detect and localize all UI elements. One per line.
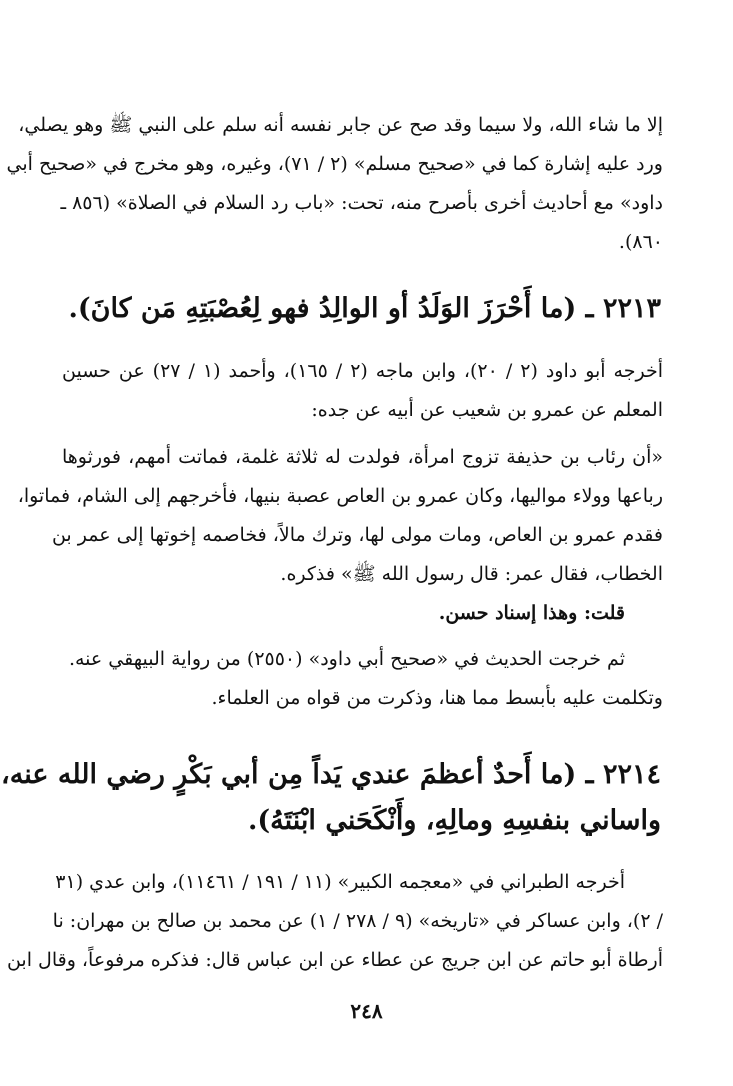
- hadith-2213-line-9: وتكلمت عليه بأبسط مما هنا، وذكرت من قواه من العلماء.: [211, 687, 663, 709]
- hadith-2213-line-3: «أن رئاب بن حذيفة تزوج امرأة، فولدت له ثلاثة غلمة، فماتت أمهم، فورثوها: [62, 446, 663, 468]
- hadith-2214-line-1: أخرجه الطبراني في «معجمه الكبير» (١١ / ١٩١ / ١١٤٦١)، وابن عدي (٣١: [55, 871, 625, 893]
- paragraph-1-line-1: إلا ما شاء الله، ولا سيما وقد صح عن جابر نفسه أنه سلم على النبي ﷺ وهو يصلي،: [18, 114, 663, 136]
- hadith-2213-line-4: رباعها وولاء مواليها، وكان عمرو بن العاص عصبة بنيها، فأخرجهم إلى الشام، فماتوا،: [17, 485, 663, 507]
- hadith-2213-verdict: قلت: وهذا إسناد حسن.: [438, 602, 625, 624]
- hadith-2213-line-2: المعلم عن عمرو بن شعيب عن أبيه عن جده:: [311, 399, 663, 421]
- hadith-2213-line-1: أخرجه أبو داود (٢ / ٢٠)، وابن ماجه (٢ / ١٦٥)، وأحمد (١ / ٢٧) عن حسين: [62, 360, 663, 382]
- paragraph-1-line-4: ٨٦٠).: [618, 231, 663, 253]
- page-number: ٢٤٨: [350, 999, 383, 1023]
- hadith-2213-line-8: ثم خرجت الحديث في «صحيح أبي داود» (٢٥٥٠) من رواية البيهقي عنه.: [68, 648, 625, 670]
- hadith-2213-heading: ٢٢١٣ ـ (ما أَحْرَزَ الوَلَدُ أو الوالِدُ فهو لِعُصْبَتِهِ مَن كانَ).: [68, 293, 661, 324]
- paragraph-1-line-2: ورد عليه إشارة كما في «صحيح مسلم» (٢ / ٧١)، وغيره، وهو مخرج في «صحيح أبي: [6, 153, 663, 175]
- hadith-2214-line-2: / ٢)، وابن عساكر في «تاريخه» (٩ / ٢٧٨ / ١) عن محمد بن صالح بن مهران: نا: [52, 910, 663, 932]
- hadith-2214-line-3: أرطاة أبو حاتم عن ابن جريج عن عطاء عن ابن عباس قال: فذكره مرفوعاً، وقال ابن: [6, 949, 663, 971]
- hadith-2213-line-5: فقدم عمرو بن العاص، ومات مولى لها، وترك مالاً، فخاصمه إخوتها إلى عمر بن: [51, 524, 663, 546]
- hadith-2213-line-6: الخطاب، فقال عمر: قال رسول الله ﷺ» فذكره.: [280, 563, 663, 585]
- paragraph-1-line-3: داود» مع أحاديث أخرى بأصرح منه، تحت: «باب رد السلام في الصلاة» (٨٥٦ ـ: [60, 192, 663, 214]
- hadith-2214-heading-line-2: واساني بنفسِهِ ومالِهِ، وأَنْكَحَني ابْنَتَهُ).: [247, 805, 661, 836]
- hadith-2214-heading-line-1: ٢٢١٤ ـ (ما أَحدٌ أعظمَ عندي يَداً مِن أبي بَكْرٍ رضي الله عنه،: [1, 759, 661, 790]
